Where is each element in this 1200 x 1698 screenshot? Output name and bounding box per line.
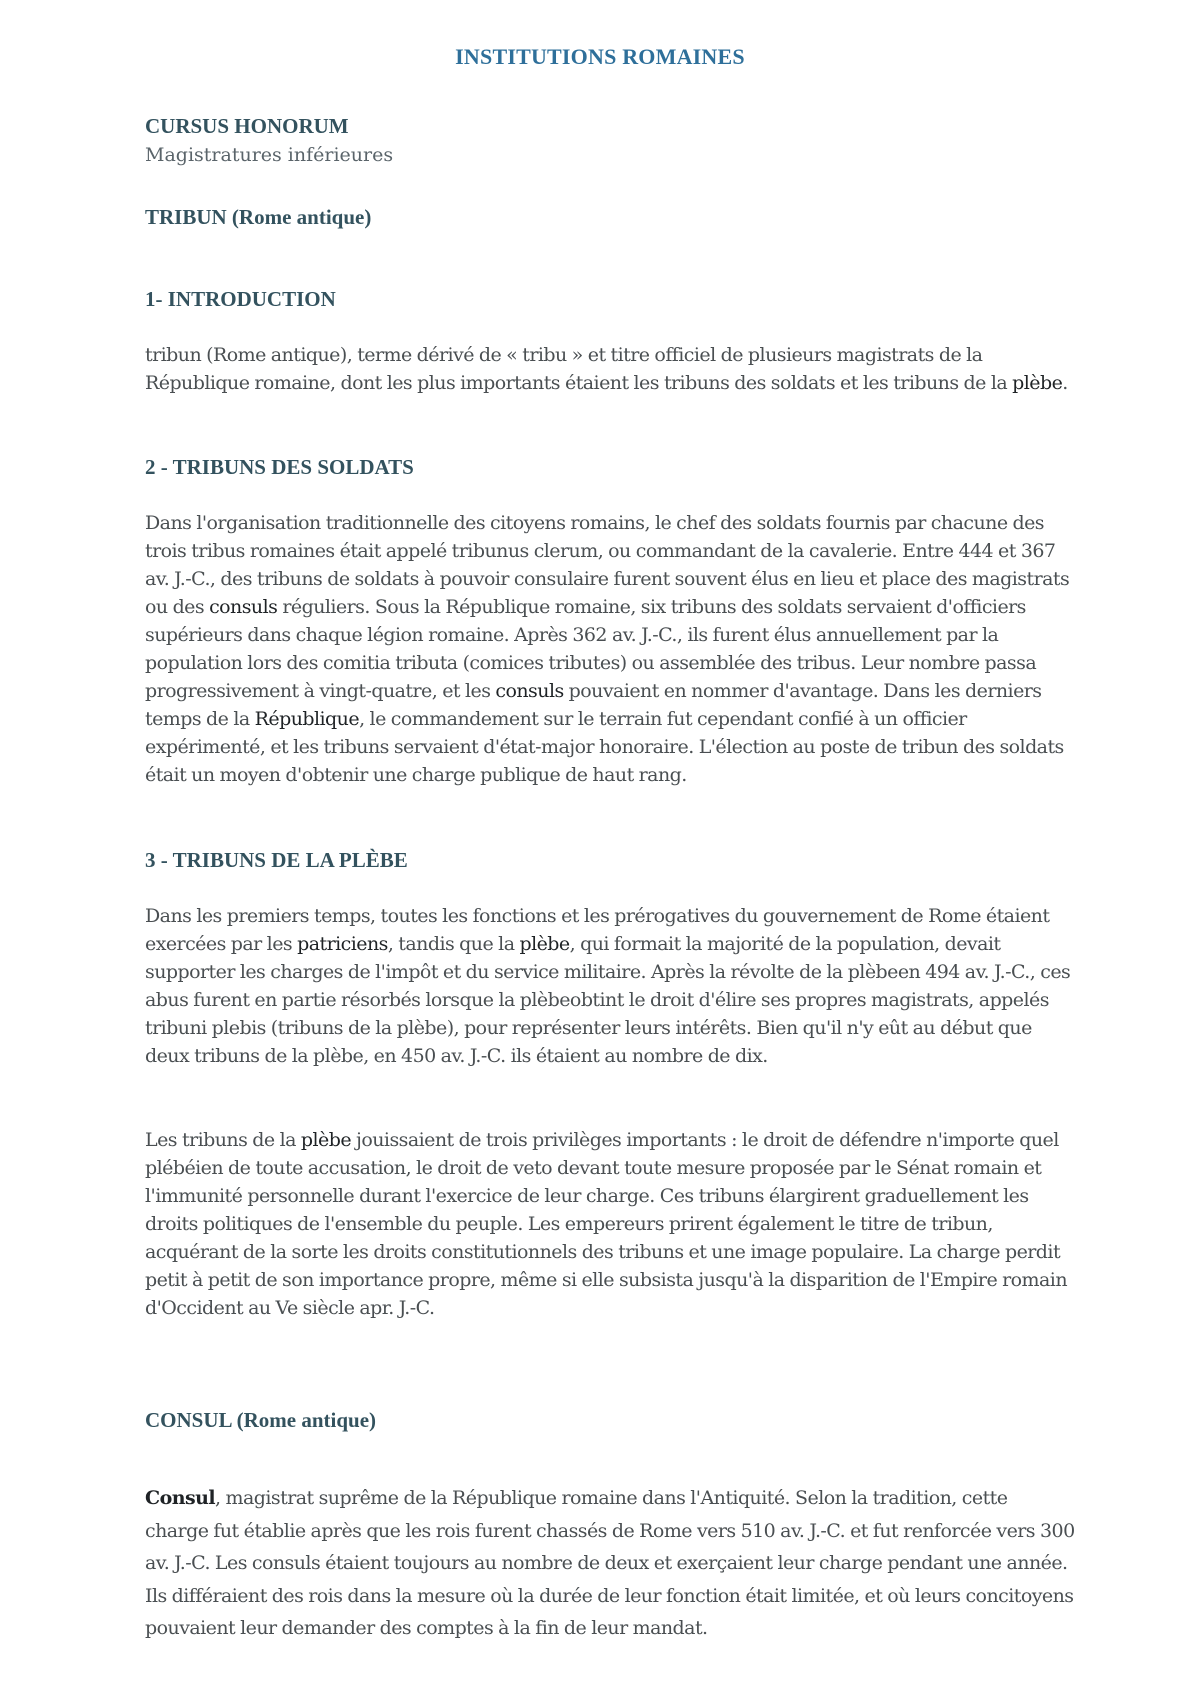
plebe-paragraph-1-block [145, 902, 1075, 1070]
soldats-heading: 2 - TRIBUNS DES SOLDATS [145, 455, 414, 479]
text-run: , magistrat suprême de la République romaine dans l'Antiquité. Selon la tradition, cette charge fut établie après que les rois furent chassés de Rome vers 510 av. J.-C. et fut renforcée vers 300 av. J.-C. Les consuls étaient toujours au nombre de deux et exerçaient leur charge pendant une année. Ils différaient des rois dans la mesure où la durée de leur fonction était limitée, et où leurs concitoyens pouvaient leur demander des comptes à la fin de leur mandat. [145, 1487, 1075, 1639]
soldats-paragraph [145, 509, 1075, 789]
link-republique[interactable]: République [254, 708, 360, 730]
link-plebe[interactable]: plèbe [519, 933, 570, 955]
plebe-paragraph-2 [145, 1126, 1075, 1322]
plebe-paragraph-1 [145, 902, 1075, 1070]
cursus-block [145, 114, 1075, 169]
intro-paragraph [145, 341, 1075, 397]
text-run: , le commandement sur le terrain fut cependant confié à un officier expérimenté, et les tribuns servaient d'état-major honoraire. L'élection au poste de tribun des soldats était un moyen d'obtenir une charge publique de haut rang. [145, 708, 1064, 786]
text-run: , qui formait la majorité de la population, devait supporter les charges de l'impôt et du service militaire. Après la révolte de la plèbeen 494 av. J.-C., ces abus furent en partie résorbés lorsque la plèbeobtint le droit d'élire ses propres magistrats, appelés tribuni plebis (tribuns de la plèbe), pour représenter leurs intérêts. Bien qu'il n'y eût au début que deux tribuns de la plèbe, en 450 av. J.-C. ils étaient au nombre de dix. [145, 933, 1071, 1067]
consul-term: Consul [145, 1487, 216, 1509]
soldats-paragraph-block [145, 509, 1075, 789]
link-patriciens[interactable]: patriciens [297, 933, 388, 955]
document-title: INSTITUTIONS ROMAINES [455, 44, 745, 69]
text-run: pouvaient en nommer d'avantage. Dans les derniers temps de la [145, 680, 1042, 730]
text-run: . [1062, 372, 1068, 394]
text-run: jouissaient de trois privilèges importants : le droit de défendre n'importe quel plébéien de toute accusation, le droit de veto devant toute mesure proposée par le Sénat romain et l'immunité personnelle durant l'exercice de leur charge. Ces tribuns élargirent graduellement les droits politiques de l'ensemble du peuple. Les empereurs prirent également le titre de tribun, acquérant de la sorte les droits constitutionnels des tribuns et une image populaire. La charge perdit petit à petit de son importance propre, même si elle subsista jusqu'à la disparition de l'Empire romain d'Occident au Ve siècle apr. J.-C. [145, 1129, 1068, 1319]
link-consuls[interactable]: consuls [209, 596, 278, 618]
soldats-heading-block [145, 455, 1075, 480]
plebe-heading-block [145, 848, 1075, 873]
consul-heading: CONSUL (Rome antique) [145, 1408, 377, 1432]
text-run: , tandis que la [387, 933, 520, 955]
consul-heading-block [145, 1408, 1075, 1433]
text-run: Les tribuns de la [145, 1129, 301, 1151]
tribun-title: TRIBUN (Rome antique) [145, 205, 372, 229]
intro-heading-block [145, 287, 1075, 312]
intro-paragraph-block [145, 341, 1075, 397]
link-consuls[interactable]: consuls [495, 680, 564, 702]
text-run: Dans les premiers temps, toutes les fonctions et les prérogatives du gouvernement de Rome étaient exercées par les [145, 905, 1050, 955]
text-run: réguliers. Sous la République romaine, six tribuns des soldats servaient d'officiers supérieurs dans chaque légion romaine. Après 362 av. J.-C., ils furent élus annuellement par la population lors des comitia tributa (comices tributes) ou assemblée des tribus. Leur nombre passa progressivement à vingt-quatre, et les [145, 596, 1037, 702]
plebe-heading: 3 - TRIBUNS DE LA PLÈBE [145, 848, 408, 872]
link-plebe[interactable]: plèbe [1012, 372, 1063, 394]
link-plebe[interactable]: plèbe [300, 1129, 352, 1151]
consul-paragraph-block [145, 1482, 1075, 1645]
cursus-heading: CURSUS HONORUM [145, 114, 349, 138]
text-run: Dans l'organisation traditionnelle des citoyens romains, le chef des soldats fournis par chacune des trois tribus romaines était appelé tribunus clerum, ou commandant de la cavalerie. Entre 444 et 367 av. J.-C., des tribuns de soldats à pouvoir consulaire furent souvent élus en lieu et place des magistrats ou des [145, 512, 1070, 618]
consul-paragraph [145, 1482, 1075, 1645]
cursus-subheading: Magistratures inférieures [145, 144, 394, 166]
intro-heading: 1- INTRODUCTION [145, 287, 336, 311]
text-run: tribun (Rome antique), terme dérivé de « tribu » et titre officiel de plusieurs magistrats de la République romaine, dont les plus importants étaient les tribuns des soldats et les tribuns de la [145, 344, 1013, 394]
tribun-title-block [145, 205, 1075, 230]
plebe-paragraph-2-block [145, 1126, 1075, 1322]
